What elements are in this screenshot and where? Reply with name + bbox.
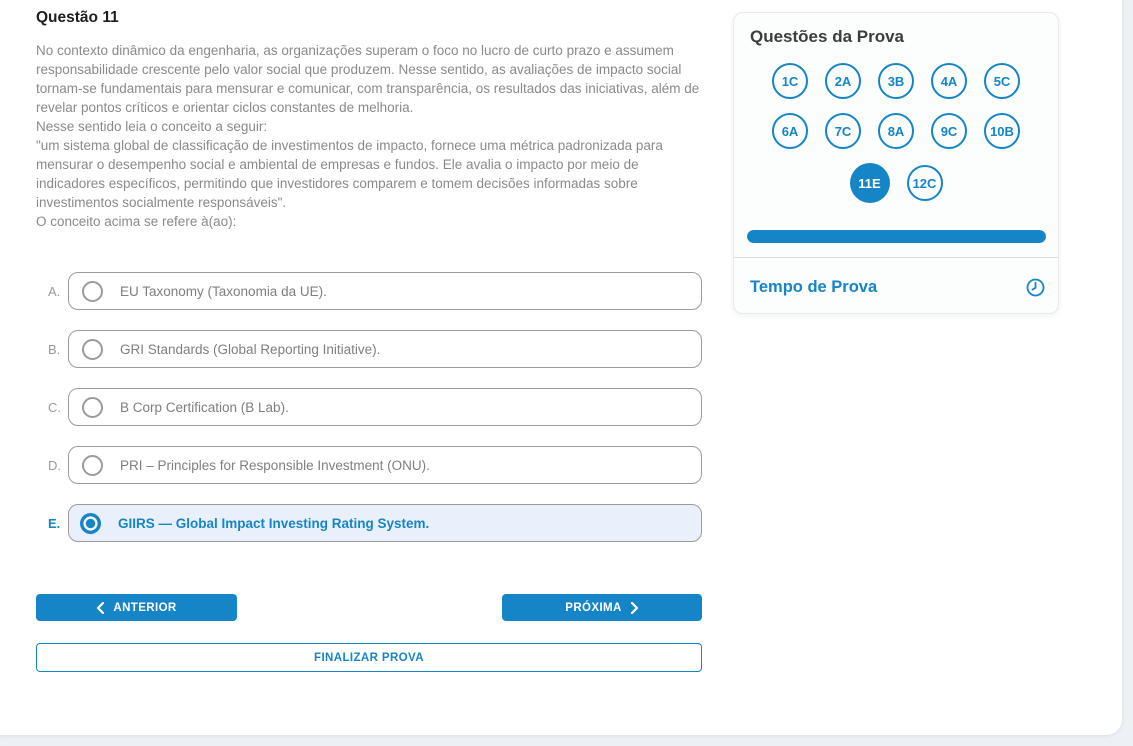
badge-row [772, 63, 1020, 99]
panel-divider [734, 257, 1058, 258]
progress-bar [747, 230, 1046, 243]
option-row [36, 388, 702, 426]
option-letter: E. [48, 515, 61, 531]
question-badge[interactable]: 4A [931, 63, 967, 99]
option-choice[interactable] [68, 446, 702, 484]
option-row [36, 446, 702, 484]
question-text [36, 41, 704, 231]
progress-fill [747, 230, 1046, 243]
chevron-right-icon [631, 602, 639, 614]
question-badge[interactable]: 9C [931, 113, 967, 149]
option-choice[interactable] [68, 330, 702, 368]
option-choice[interactable] [68, 388, 702, 426]
question-badge[interactable]: 6A [772, 113, 808, 149]
question-badge[interactable]: 2A [825, 63, 861, 99]
question-paragraph: "um sistema global de classificação de investimentos de impacto, fornece uma métrica padronizada para mensurar o desempenho social e ambiental de empresas e fundos. Ele avalia o impacto por meio de indicadores específicos, permitindo que investidores comparem e tomem decisões informadas sobre investimentos socialmente responsáveis". [36, 138, 663, 210]
clock-icon [1026, 278, 1045, 297]
previous-button[interactable] [36, 594, 237, 621]
option-label: PRI – Principles for Responsible Investment (ONU). [120, 457, 430, 473]
question-badge[interactable]: 1C [772, 63, 808, 99]
option-label: EU Taxonomy (Taxonomia da UE). [120, 283, 327, 299]
question-badge[interactable]: 5C [984, 63, 1020, 99]
options-list [36, 272, 702, 562]
next-button[interactable] [502, 594, 702, 621]
next-button-label: PRÓXIMA [565, 601, 622, 614]
finish-exam-button-label: FINALIZAR PROVA [314, 651, 424, 664]
option-letter: C. [48, 399, 61, 415]
question-paragraph: O conceito acima se refere à(ao): [36, 214, 237, 229]
badge-row [850, 163, 943, 203]
option-row [36, 272, 702, 310]
question-badge[interactable]: 12C [907, 165, 943, 201]
timer-label: Tempo de Prova [750, 277, 878, 296]
finish-exam-button[interactable] [36, 643, 702, 672]
question-paragraph: No contexto dinâmico da engenharia, as organizações superam o foco no lucro de curto prazo e assumem responsabilidade crescente pelo valor social que produzem. Nesse sentido, as avaliações de impacto social tornam-se fundamentais para mensurar e comunicar, com transparência, os resultados das iniciativas, além de revelar pontos críticos e orientar ciclos constantes de melhoria. [36, 43, 700, 115]
option-label: GIIRS — Global Impact Investing Rating System. [118, 515, 430, 531]
option-letter: D. [48, 457, 61, 473]
option-label: GRI Standards (Global Reporting Initiative). [120, 341, 381, 357]
option-letter: B. [48, 341, 61, 357]
question-paragraph: Nesse sentido leia o conceito a seguir: [36, 119, 268, 134]
question-badge[interactable]: 7C [825, 113, 861, 149]
question-badges-grid [734, 63, 1058, 203]
radio-button-icon[interactable] [82, 339, 103, 360]
radio-button-icon[interactable] [82, 397, 103, 418]
option-label: B Corp Certification (B Lab). [120, 399, 289, 415]
radio-button-icon[interactable] [82, 281, 103, 302]
option-letter: A. [48, 283, 61, 299]
option-choice[interactable] [68, 504, 702, 542]
chevron-left-icon [96, 602, 104, 614]
question-badge[interactable]: 8A [878, 113, 914, 149]
option-row [36, 330, 702, 368]
badge-row [772, 113, 1020, 149]
option-row [36, 504, 702, 542]
question-badge[interactable]: 10B [984, 113, 1020, 149]
timer-section[interactable] [750, 265, 1045, 309]
option-choice[interactable] [68, 272, 702, 310]
previous-button-label: ANTERIOR [113, 601, 177, 614]
radio-button-icon[interactable] [82, 455, 103, 476]
question-title: Questão 11 [36, 9, 119, 26]
questions-panel [733, 12, 1059, 314]
question-badge[interactable]: 3B [878, 63, 914, 99]
questions-panel-title: Questões da Prova [750, 27, 905, 46]
question-badge[interactable]: 11E [850, 163, 890, 203]
radio-button-icon[interactable] [80, 513, 101, 534]
